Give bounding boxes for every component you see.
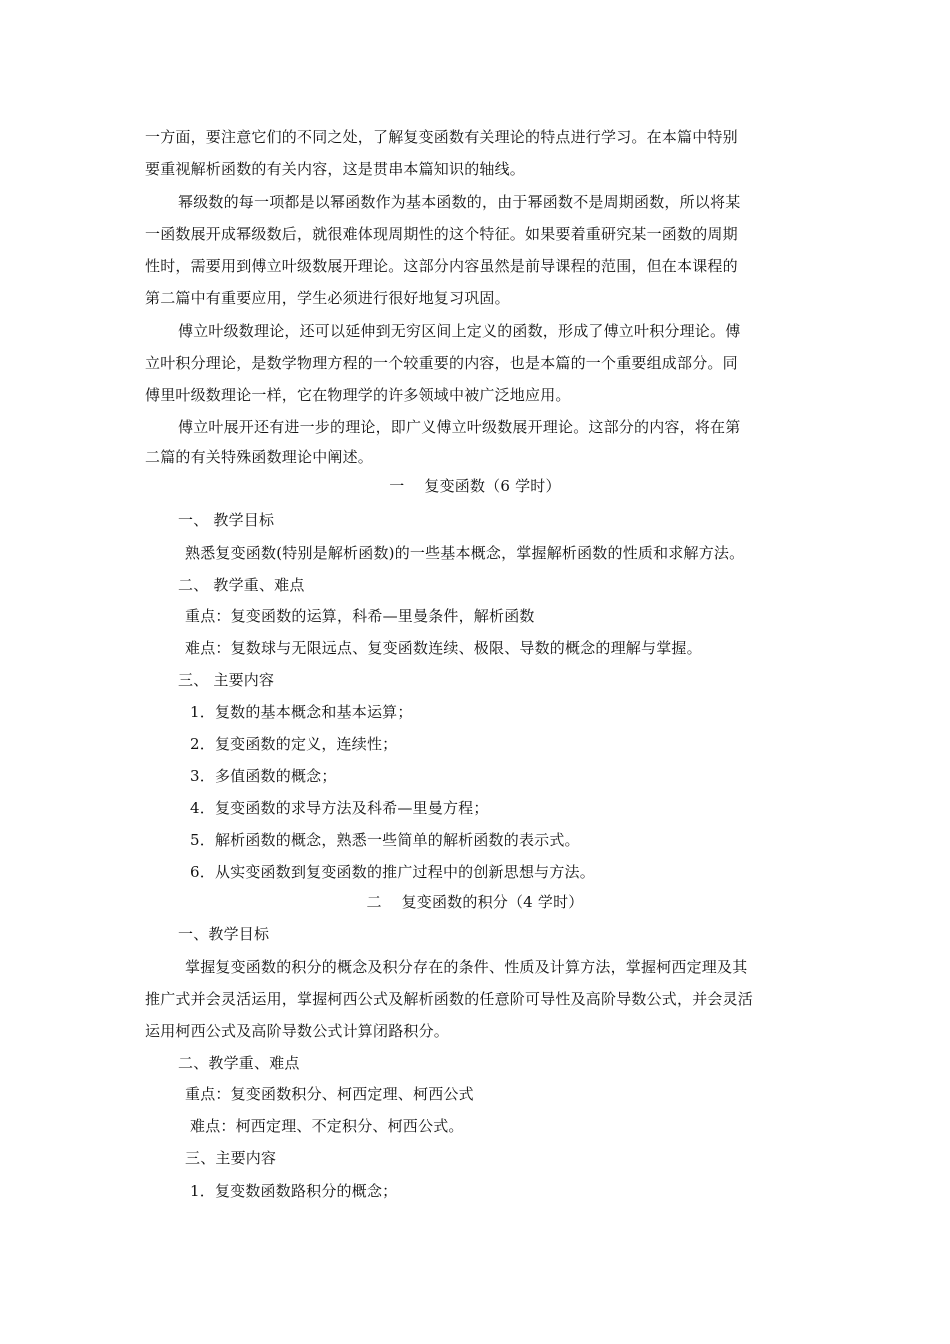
chapter1-item-6: 6．从实变函数到复变函数的推广过程中的创新思想与方法。 <box>190 863 595 881</box>
chapter1-goal-heading: 一、 教学目标 <box>178 511 275 529</box>
chapter2-difficulty: 难点：柯西定理、不定积分、柯西公式。 <box>190 1117 464 1135</box>
para1-line-1: 一方面，要注意它们的不同之处，了解复变函数有关理论的特点进行学习。在本篇中特别 <box>145 128 738 146</box>
chapter2-goal-line-2: 推广式并会灵活运用，掌握柯西公式及解析函数的任意阶可导性及高阶导数公式，并会灵活 <box>145 990 754 1008</box>
para2-line-4: 第二篇中有重要应用，学生必须进行很好地复习巩固。 <box>145 289 510 307</box>
chapter1-item-1: 1．复数的基本概念和基本运算； <box>190 703 413 721</box>
chapter1-item-2: 2．复变函数的定义，连续性； <box>190 735 398 753</box>
chapter1-key-point: 重点：复变函数的运算，科希—里曼条件，解析函数 <box>185 607 535 625</box>
para4-line-1: 傅立叶展开还有进一步的理论，即广义傅立叶级数展开理论。这部分的内容，将在第 <box>178 418 741 436</box>
chapter2-title: 二 复变函数的积分（4 学时） <box>366 893 584 911</box>
chapter1-item-4: 4．复变函数的求导方法及科希—里曼方程； <box>190 799 489 817</box>
chapter1-item-5: 5．解析函数的概念，熟悉一些简单的解析函数的表示式。 <box>190 831 580 849</box>
chapter2-key-point: 重点：复变函数积分、柯西定理、柯西公式 <box>185 1085 474 1103</box>
chapter1-title: 一 复变函数（6 学时） <box>389 477 561 495</box>
chapter1-key-heading: 二、 教学重、难点 <box>178 576 305 594</box>
para3-line-2: 立叶积分理论，是数学物理方程的一个较重要的内容，也是本篇的一个重要组成部分。同 <box>145 354 738 372</box>
chapter1-goal-text: 熟悉复变函数(特别是解析函数)的一些基本概念，掌握解析函数的性质和求解方法。 <box>185 544 745 562</box>
para4-line-2: 二篇的有关特殊函数理论中阐述。 <box>145 448 374 466</box>
para1-line-2: 要重视解析函数的有关内容，这是贯串本篇知识的轴线。 <box>145 160 526 178</box>
chapter2-content-heading: 三、主要内容 <box>185 1149 277 1167</box>
chapter2-goal-line-1: 掌握复变函数的积分的概念及积分存在的条件、性质及计算方法，掌握柯西定理及其 <box>185 958 748 976</box>
para3-line-3: 傅里叶级数理论一样，它在物理学的许多领域中被广泛地应用。 <box>145 386 571 404</box>
chapter1-content-heading: 三、 主要内容 <box>178 671 275 689</box>
chapter2-key-heading: 二、教学重、难点 <box>178 1054 300 1072</box>
para2-line-3: 性时，需要用到傅立叶级数展开理论。这部分内容虽然是前导课程的范围，但在本课程的 <box>145 257 738 275</box>
chapter2-item-1: 1．复变数函数路积分的概念； <box>190 1182 398 1200</box>
chapter2-goal-line-3: 运用柯西公式及高阶导数公式计算闭路积分。 <box>145 1022 450 1040</box>
chapter2-goal-heading: 一、教学目标 <box>178 925 270 943</box>
para2-line-1: 幂级数的每一项都是以幂函数作为基本函数的，由于幂函数不是周期函数，所以将某 <box>178 193 741 211</box>
para3-line-1: 傅立叶级数理论，还可以延伸到无穷区间上定义的函数，形成了傅立叶积分理论。傅 <box>178 322 741 340</box>
para2-line-2: 一函数展开成幂级数后，就很难体现周期性的这个特征。如果要着重研究某一函数的周期 <box>145 225 738 243</box>
chapter1-item-3: 3．多值函数的概念； <box>190 767 337 785</box>
chapter1-difficulty: 难点：复数球与无限远点、复变函数连续、极限、导数的概念的理解与掌握。 <box>185 639 702 657</box>
